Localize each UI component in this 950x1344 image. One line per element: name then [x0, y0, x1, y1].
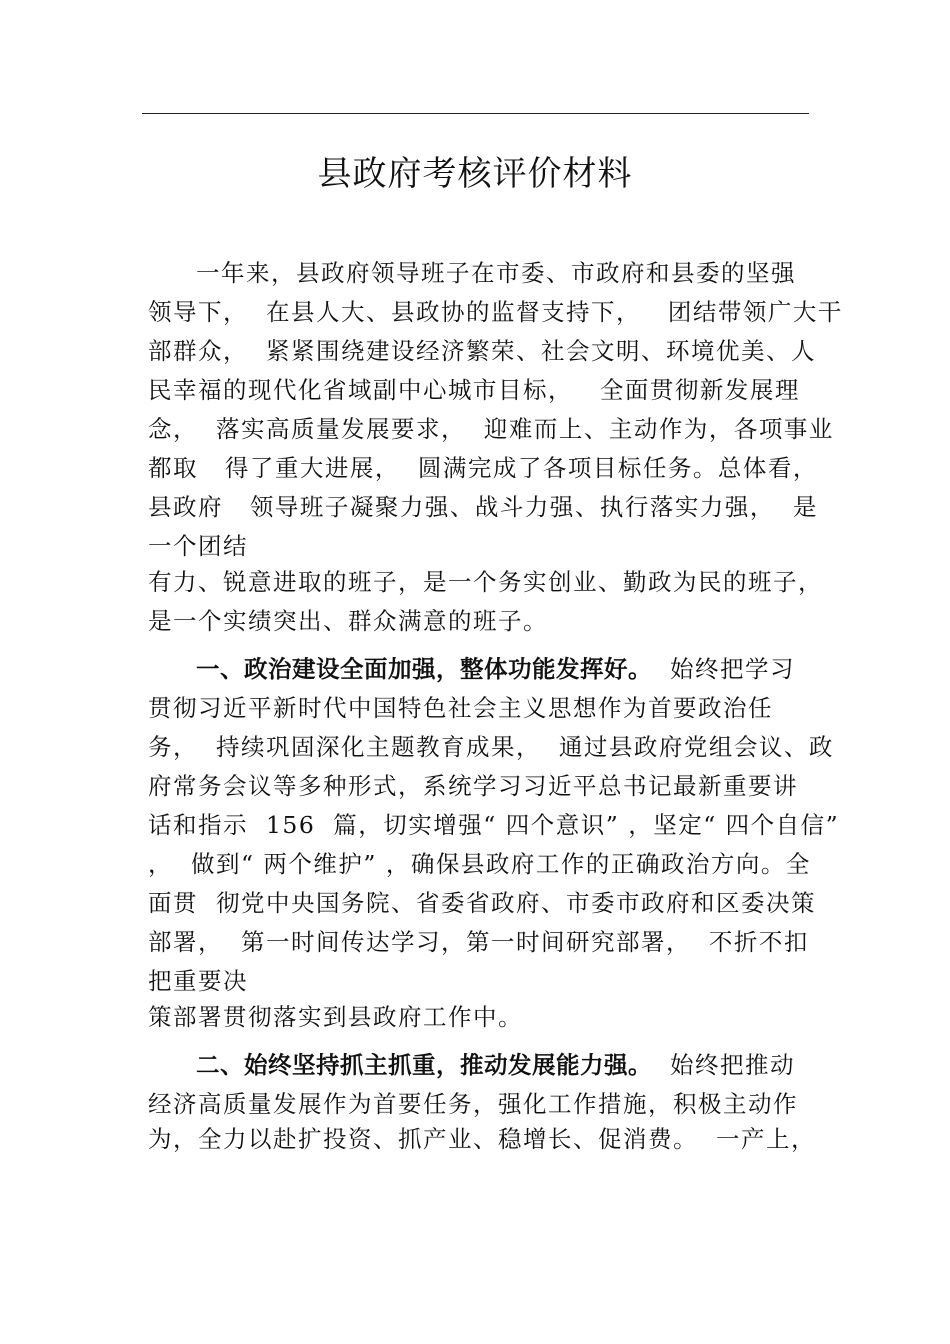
section1-line: 贯彻习近平新时代中国特色社会主义思想作为首要政治任: [148, 694, 773, 722]
section2-lead-text: 始终把推动: [652, 1051, 795, 1079]
section1-line: 府常务会议等多种形式，系统学习习近平总书记最新重要讲: [148, 772, 798, 800]
intro-line: 念， 落实高质量发展要求， 迎难而上、主动作为，各项事业: [148, 415, 834, 443]
section1-line: 话和指示 156 篇，切实增强“ 四个意识” ，坚定“ 四个自信”: [148, 811, 840, 839]
section1-line: 策部署贯彻落实到县政府工作中。: [148, 1003, 523, 1031]
section1-first-line: [196, 652, 795, 686]
intro-line: 一个团结: [148, 532, 248, 560]
intro-line: 一年来，县政府领导班子在市委、市政府和县委的坚强: [196, 259, 796, 287]
section1-line: 把重要决: [148, 967, 248, 995]
document-title: 县政府考核评价材料: [317, 154, 633, 194]
intro-line: 领导下， 在县人大、县政协的监督支持下， 团结带领广大干: [148, 298, 843, 326]
section1-line: 面贯 彻党中央国务院、省委省政府、市委市政府和区委决策: [148, 889, 816, 917]
section1-lead-text: 始终把学习: [652, 655, 795, 683]
header-rule: [142, 113, 809, 114]
section1-line: 部署， 第一时间传达学习，第一时间研究部署， 不折不扣: [148, 928, 809, 956]
section1-heading: 一、政治建设全面加强，整体功能发挥好。: [196, 655, 652, 683]
intro-line: 有力、锐意进取的班子，是一个务实创业、勤政为民的班子，: [148, 568, 823, 596]
section2-line: 经济高质量发展作为首要任务，强化工作措施，积极主动作: [148, 1090, 798, 1118]
intro-line: 县政府 领导班子凝聚力强、战斗力强、执行落实力强， 是: [148, 493, 818, 521]
section2-line: 为，全力以赴扩投资、抓产业、稳增长、促消费。 一产上，: [148, 1125, 816, 1153]
section2-heading: 二、始终坚持抓主抓重，推动发展能力强。: [196, 1051, 652, 1079]
intro-line: 都取 得了重大进展， 圆满完成了各项目标任务。总体看，: [148, 454, 818, 482]
section2-first-line: [196, 1048, 795, 1082]
section1-line: 务， 持续巩固深化主题教育成果， 通过县政府党组会议、政: [148, 733, 834, 761]
intro-line: 民幸福的现代化省域副中心城市目标， 全面贯彻新发展理: [148, 376, 800, 404]
section1-line: ， 做到“ 两个维护” ，确保县政府工作的正确政治方向。全: [148, 850, 811, 878]
intro-line: 是一个实绩突出、群众满意的班子。: [148, 607, 548, 635]
intro-line: 部群众， 紧紧围绕建设经济繁荣、社会文明、环境优美、人: [148, 337, 816, 365]
